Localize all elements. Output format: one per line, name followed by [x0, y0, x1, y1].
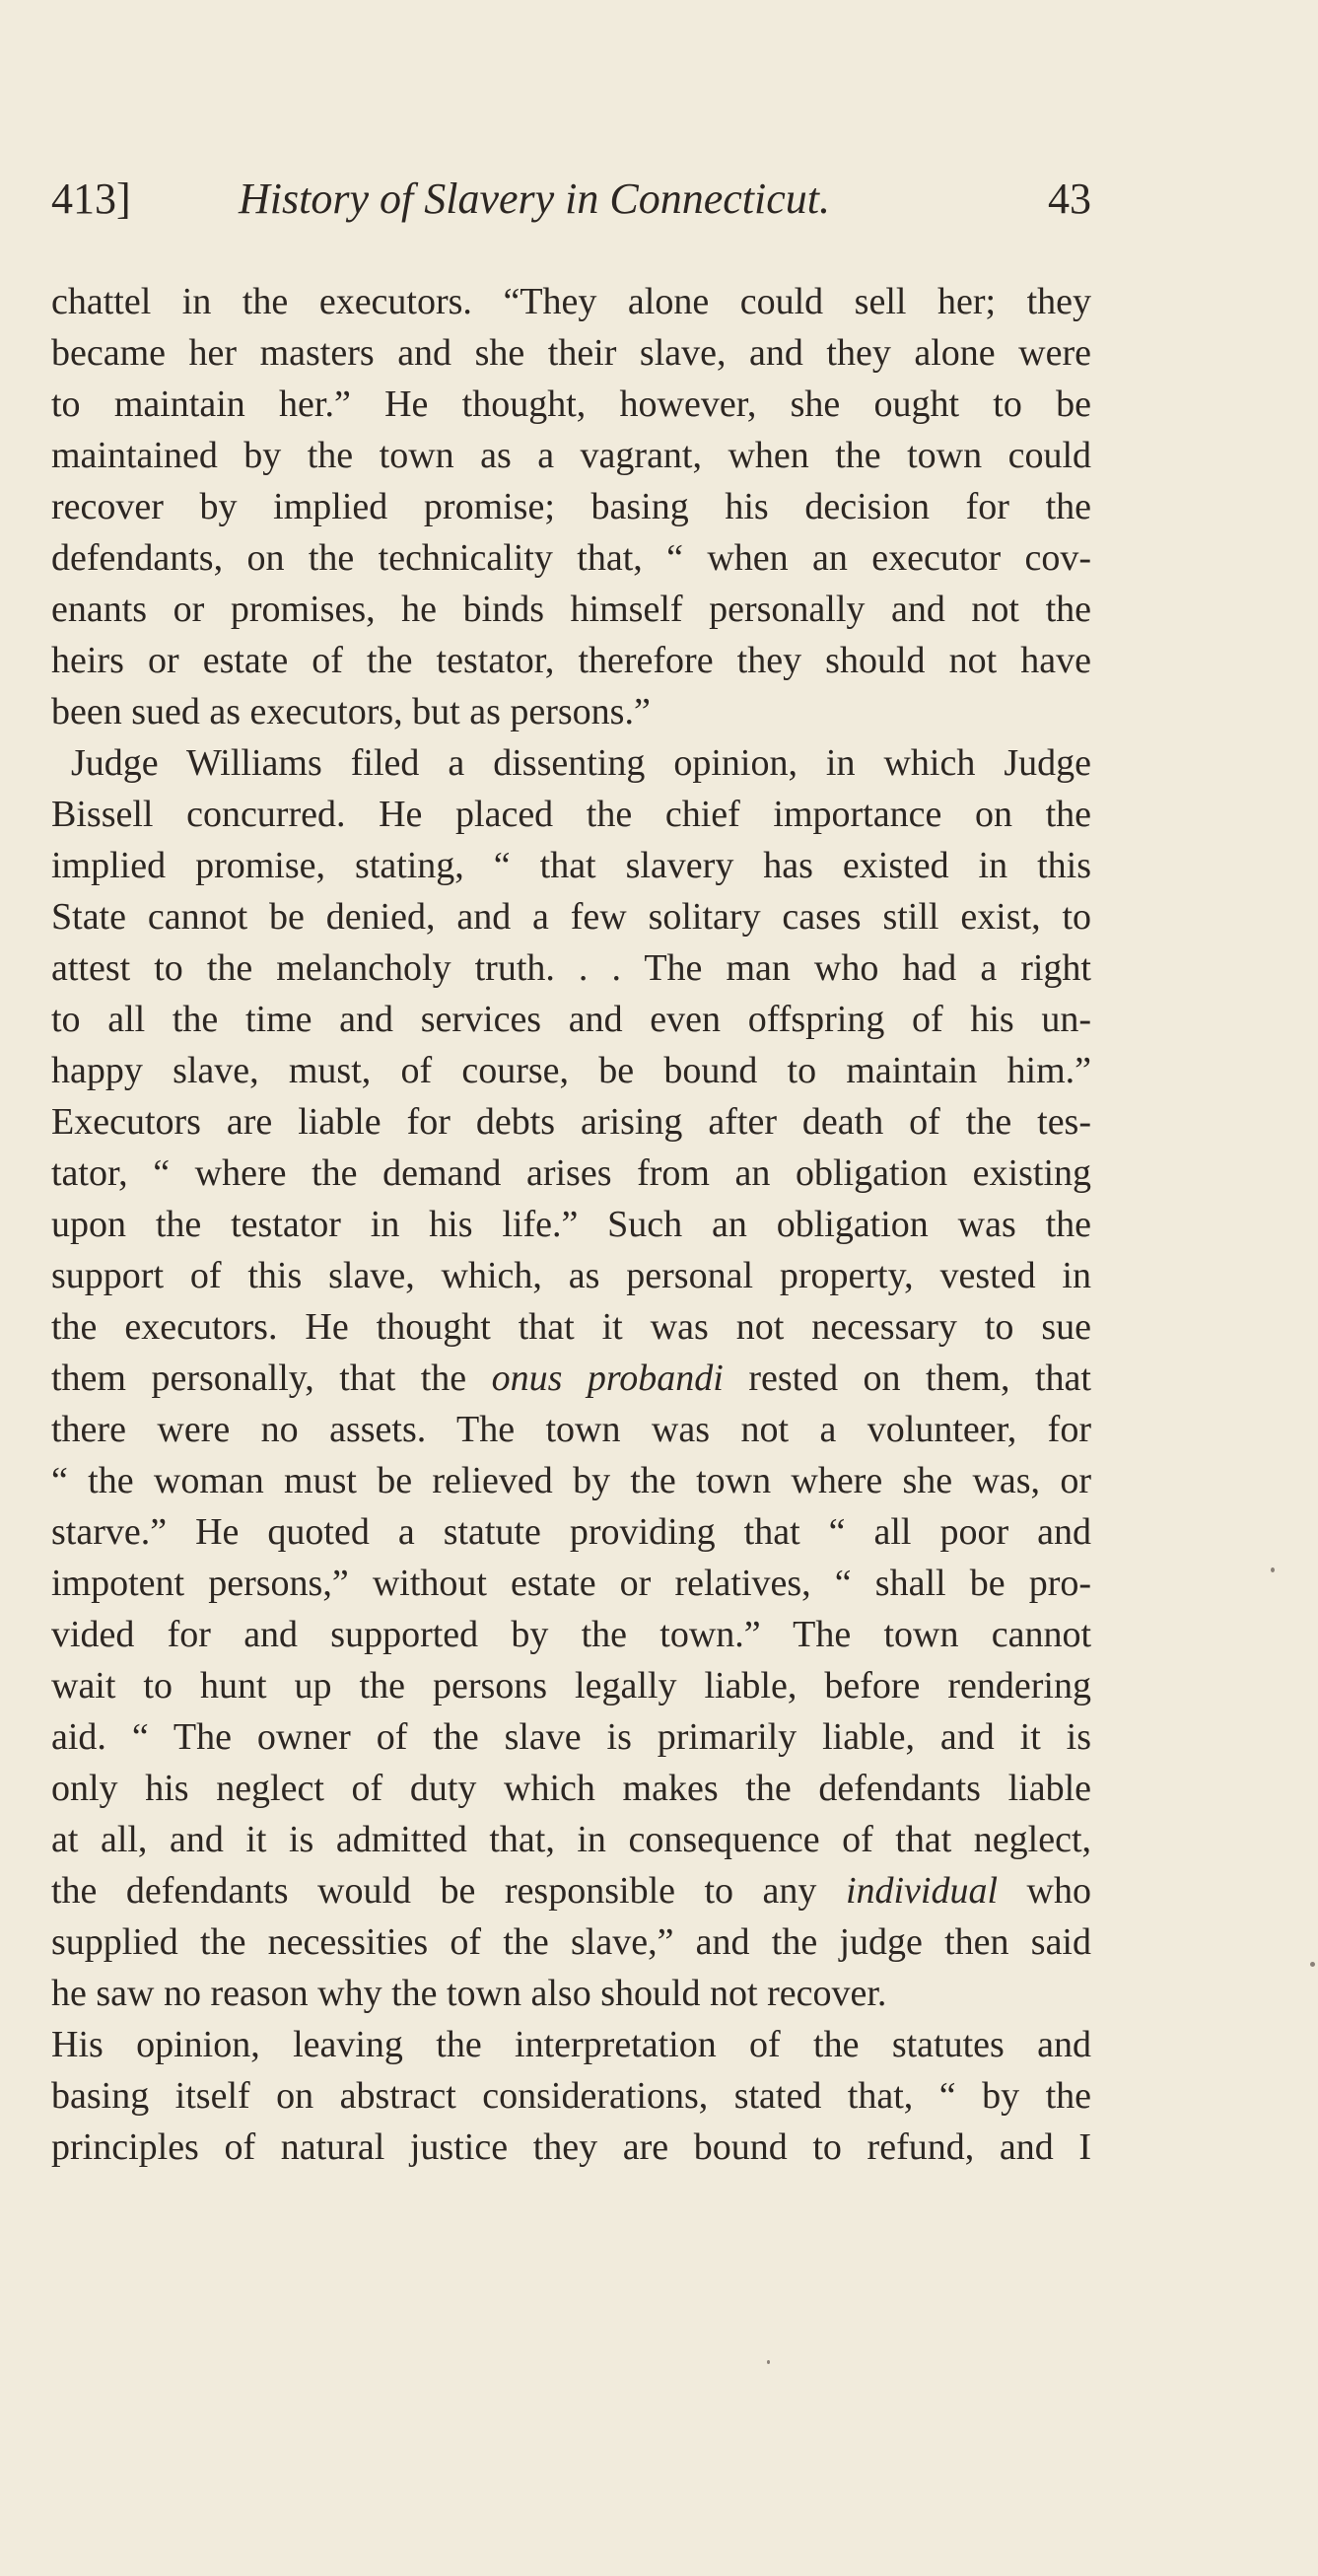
italic-phrase: onus probandi	[491, 1358, 724, 1399]
text-line: implied promise, stating, “ that slavery has existed in this	[51, 845, 1091, 886]
text-line: supplied the necessities of the slave,” and the judge then said	[51, 1921, 1091, 1963]
text-run: who	[998, 1870, 1091, 1912]
text-line: at all, and it is admitted that, in consequence of that neglect,	[51, 1819, 1091, 1860]
text-line: to maintain her.” He thought, however, she ought to be	[51, 383, 1091, 425]
text-line	[51, 1353, 1091, 1404]
text-line: only his neglect of duty which makes the defendants liable	[51, 1768, 1091, 1809]
text-line: recover by implied promise; basing his decision for the	[51, 486, 1091, 527]
running-header	[51, 174, 1091, 233]
header-left-marker: 413]	[51, 174, 131, 223]
text-line: Judge Williams filed a dissenting opinion, in which Judge	[71, 742, 1091, 784]
text-line: the executors. He thought that it was not necessary to sue	[51, 1306, 1091, 1348]
text-run: rested on them, that	[723, 1358, 1091, 1399]
text-line: maintained by the town as a vagrant, when the town could	[51, 435, 1091, 476]
text-line: to all the time and services and even offspring of his un-	[51, 999, 1091, 1040]
text-line: tator, “ where the demand arises from an obligation existing	[51, 1152, 1091, 1194]
text-line: enants or promises, he binds himself personally and not the	[51, 589, 1091, 630]
running-title: History of Slavery in Connecticut.	[239, 174, 830, 223]
paper-speck	[767, 2360, 770, 2364]
text-line: support of this slave, which, as personal property, vested in	[51, 1255, 1091, 1296]
text-line: wait to hunt up the persons legally liable, before rendering	[51, 1665, 1091, 1706]
text-line: chattel in the executors. “They alone could sell her; they	[51, 281, 1091, 322]
text-line	[51, 1865, 1091, 1916]
text-line: impotent persons,” without estate or relatives, “ shall be pro-	[51, 1563, 1091, 1604]
text-line: principles of natural justice they are bound to refund, and I	[51, 2126, 1091, 2168]
text-line: starve.” He quoted a statute providing that “ all poor and	[51, 1511, 1091, 1553]
text-line: defendants, on the technicality that, “ when an executor cov-	[51, 537, 1091, 579]
text-line: upon the testator in his life.” Such an obligation was the	[51, 1204, 1091, 1245]
text-line: “ the woman must be relieved by the town where she was, or	[51, 1460, 1091, 1501]
page-number: 43	[1048, 174, 1091, 223]
text-line: there were no assets. The town was not a volunteer, for	[51, 1409, 1091, 1450]
body-text	[51, 276, 1091, 2173]
text-line: happy slave, must, of course, be bound to maintain him.”	[51, 1050, 1091, 1091]
text-line: he saw no reason why the town also should not recover.	[51, 1973, 887, 2014]
text-line: aid. “ The owner of the slave is primarily liable, and it is	[51, 1716, 1091, 1758]
text-line: attest to the melancholy truth. . . The man who had a right	[51, 947, 1091, 989]
paper-speck	[1271, 1567, 1275, 1572]
text-run: them personally, that the	[51, 1358, 492, 1399]
text-line: State cannot be denied, and a few solitary cases still exist, to	[51, 896, 1091, 938]
text-line: been sued as executors, but as persons.”	[51, 691, 651, 732]
text-line: heirs or estate of the testator, therefore they should not have	[51, 640, 1091, 681]
italic-word: individual	[845, 1870, 999, 1912]
text-line: vided for and supported by the town.” The town cannot	[51, 1614, 1091, 1655]
text-line: His opinion, leaving the interpretation of the statutes and	[51, 2024, 1091, 2065]
text-run: the defendants would be responsible to any	[51, 1870, 846, 1912]
paper-speck	[1310, 1962, 1315, 1967]
text-line: basing itself on abstract considerations, stated that, “ by the	[51, 2075, 1091, 2117]
text-line: Executors are liable for debts arising after death of the tes-	[51, 1101, 1091, 1143]
text-line: Bissell concurred. He placed the chief importance on the	[51, 794, 1091, 835]
text-line: became her masters and she their slave, and they alone were	[51, 332, 1091, 374]
